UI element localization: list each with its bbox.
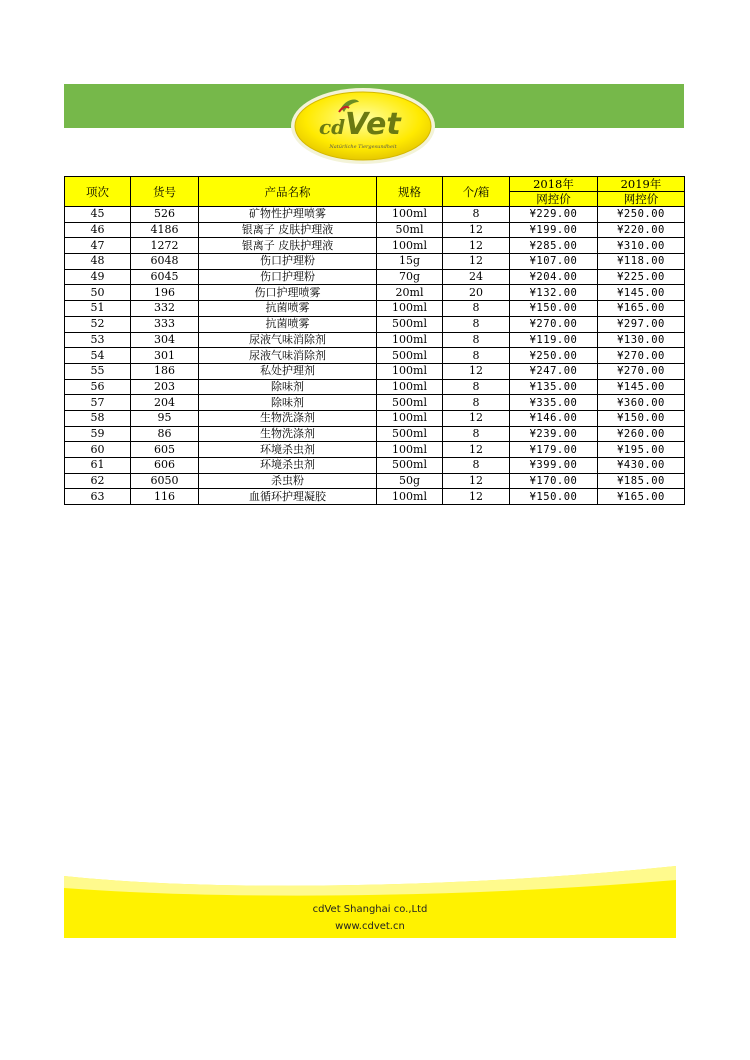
cell-price-2018: ¥107.00 [510,254,598,270]
cell-item-no: 49 [65,269,131,285]
cell-product-name: 伤口护理喷雾 [199,285,377,301]
footer-company: cdVet Shanghai co.,Ltd [312,904,428,915]
table-row [65,379,685,395]
cell-product-name: 矿物性护理喷雾 [199,207,377,223]
cell-item-no: 61 [65,458,131,474]
header-online-price-2018: 网控价 [510,192,598,207]
cell-price-2018: ¥229.00 [510,207,598,223]
cell-sku: 6050 [131,473,199,489]
cell-sku: 186 [131,363,199,379]
cell-price-2019: ¥225.00 [598,269,685,285]
table-row [65,332,685,348]
table-row [65,238,685,254]
cell-per-box: 8 [443,332,510,348]
cell-item-no: 52 [65,316,131,332]
cell-item-no: 50 [65,285,131,301]
table-body [65,207,685,505]
cell-spec: 100ml [377,442,443,458]
table-row [65,363,685,379]
cell-spec: 500ml [377,458,443,474]
footer-website[interactable]: www.cdvet.cn [335,921,405,932]
cell-price-2019: ¥297.00 [598,316,685,332]
cell-product-name: 除味剂 [199,395,377,411]
table-row [65,207,685,223]
cell-per-box: 8 [443,207,510,223]
cell-item-no: 45 [65,207,131,223]
header-online-price-2019: 网控价 [598,192,685,207]
cell-sku: 332 [131,301,199,317]
cell-price-2019: ¥165.00 [598,489,685,505]
cell-price-2018: ¥204.00 [510,269,598,285]
cell-price-2018: ¥270.00 [510,316,598,332]
cell-price-2019: ¥145.00 [598,379,685,395]
cell-spec: 500ml [377,426,443,442]
cell-sku: 95 [131,410,199,426]
cell-item-no: 59 [65,426,131,442]
cdvet-logo [289,86,437,166]
cell-sku: 6048 [131,254,199,270]
cell-per-box: 8 [443,426,510,442]
table-row [65,489,685,505]
header-item-no: 项次 [65,177,131,207]
cell-item-no: 63 [65,489,131,505]
cell-per-box: 20 [443,285,510,301]
cell-price-2018: ¥285.00 [510,238,598,254]
cell-price-2018: ¥132.00 [510,285,598,301]
cell-price-2019: ¥195.00 [598,442,685,458]
logo-tagline: Natürliche Tiergesundheit [329,144,397,150]
table-row [65,410,685,426]
cell-item-no: 54 [65,348,131,364]
cell-price-2018: ¥150.00 [510,301,598,317]
cell-product-name: 银离子 皮肤护理液 [199,238,377,254]
price-table-container [64,176,684,505]
logo-text-cd: cd [319,115,346,139]
cell-item-no: 57 [65,395,131,411]
cell-sku: 301 [131,348,199,364]
table-row [65,254,685,270]
cell-price-2019: ¥250.00 [598,207,685,223]
cell-spec: 100ml [377,489,443,505]
table-row [65,348,685,364]
cell-per-box: 8 [443,316,510,332]
cell-price-2018: ¥150.00 [510,489,598,505]
cell-price-2019: ¥118.00 [598,254,685,270]
cell-spec: 20ml [377,285,443,301]
table-row [65,458,685,474]
logo-text-vet: Vet [345,107,401,142]
cell-product-name: 生物洗涤剂 [199,426,377,442]
cell-sku: 304 [131,332,199,348]
cell-product-name: 环境杀虫剂 [199,458,377,474]
cell-spec: 100ml [377,207,443,223]
cell-product-name: 尿液气味消除剂 [199,348,377,364]
cell-item-no: 60 [65,442,131,458]
cell-price-2019: ¥130.00 [598,332,685,348]
cell-product-name: 除味剂 [199,379,377,395]
cell-product-name: 私处护理剂 [199,363,377,379]
cell-price-2019: ¥270.00 [598,348,685,364]
cell-product-name: 环境杀虫剂 [199,442,377,458]
price-table [64,176,685,505]
cell-sku: 606 [131,458,199,474]
cell-product-name: 杀虫粉 [199,473,377,489]
cell-price-2018: ¥170.00 [510,473,598,489]
cell-sku: 526 [131,207,199,223]
cell-item-no: 56 [65,379,131,395]
header-per-box: 个/箱 [443,177,510,207]
cell-product-name: 伤口护理粉 [199,254,377,270]
table-row [65,442,685,458]
cell-spec: 100ml [377,301,443,317]
cell-product-name: 血循环护理凝胶 [199,489,377,505]
cell-sku: 86 [131,426,199,442]
table-row [65,395,685,411]
cell-price-2018: ¥146.00 [510,410,598,426]
cell-per-box: 8 [443,348,510,364]
header-sku: 货号 [131,177,199,207]
cell-spec: 100ml [377,363,443,379]
cell-price-2018: ¥250.00 [510,348,598,364]
cell-spec: 100ml [377,379,443,395]
table-row [65,316,685,332]
cell-per-box: 12 [443,410,510,426]
cell-product-name: 抗菌喷雾 [199,301,377,317]
table-row [65,301,685,317]
cell-price-2018: ¥247.00 [510,363,598,379]
header-year-2019: 2019年 [598,177,685,192]
cell-per-box: 12 [443,254,510,270]
cell-item-no: 58 [65,410,131,426]
cell-sku: 1272 [131,238,199,254]
cell-per-box: 8 [443,379,510,395]
cell-sku: 203 [131,379,199,395]
cell-price-2019: ¥260.00 [598,426,685,442]
cell-spec: 100ml [377,238,443,254]
cell-product-name: 银离子 皮肤护理液 [199,222,377,238]
cell-per-box: 8 [443,458,510,474]
cell-sku: 333 [131,316,199,332]
cell-price-2018: ¥199.00 [510,222,598,238]
cell-per-box: 12 [443,363,510,379]
cell-per-box: 24 [443,269,510,285]
header-product-name: 产品名称 [199,177,377,207]
cell-item-no: 55 [65,363,131,379]
cell-item-no: 53 [65,332,131,348]
cell-per-box: 12 [443,489,510,505]
cell-item-no: 51 [65,301,131,317]
cell-spec: 50ml [377,222,443,238]
cell-price-2018: ¥119.00 [510,332,598,348]
cell-item-no: 62 [65,473,131,489]
cell-price-2018: ¥179.00 [510,442,598,458]
cell-sku: 4186 [131,222,199,238]
cell-spec: 50g [377,473,443,489]
cell-spec: 15g [377,254,443,270]
cell-per-box: 12 [443,473,510,489]
cell-per-box: 12 [443,222,510,238]
table-row [65,285,685,301]
cell-per-box: 8 [443,301,510,317]
cell-price-2018: ¥135.00 [510,379,598,395]
cell-price-2018: ¥239.00 [510,426,598,442]
cell-product-name: 尿液气味消除剂 [199,332,377,348]
header-spec: 规格 [377,177,443,207]
cell-item-no: 48 [65,254,131,270]
cell-product-name: 伤口护理粉 [199,269,377,285]
cell-item-no: 46 [65,222,131,238]
cell-price-2019: ¥430.00 [598,458,685,474]
table-row [65,473,685,489]
cell-sku: 116 [131,489,199,505]
cell-price-2019: ¥145.00 [598,285,685,301]
cell-price-2019: ¥150.00 [598,410,685,426]
table-row [65,269,685,285]
cell-item-no: 47 [65,238,131,254]
cell-per-box: 8 [443,395,510,411]
cell-price-2019: ¥360.00 [598,395,685,411]
cell-spec: 500ml [377,395,443,411]
cell-price-2019: ¥220.00 [598,222,685,238]
cell-per-box: 12 [443,442,510,458]
cell-price-2019: ¥165.00 [598,301,685,317]
table-row [65,426,685,442]
cell-spec: 500ml [377,348,443,364]
cell-spec: 500ml [377,316,443,332]
cell-sku: 196 [131,285,199,301]
cell-product-name: 抗菌喷雾 [199,316,377,332]
cell-product-name: 生物洗涤剂 [199,410,377,426]
cell-price-2019: ¥310.00 [598,238,685,254]
cell-spec: 100ml [377,332,443,348]
cell-spec: 70g [377,269,443,285]
cell-sku: 605 [131,442,199,458]
cell-price-2018: ¥399.00 [510,458,598,474]
cell-price-2018: ¥335.00 [510,395,598,411]
cell-sku: 6045 [131,269,199,285]
cell-spec: 100ml [377,410,443,426]
cell-sku: 204 [131,395,199,411]
cell-price-2019: ¥185.00 [598,473,685,489]
table-row [65,222,685,238]
cell-price-2019: ¥270.00 [598,363,685,379]
header-year-2018: 2018年 [510,177,598,192]
cell-per-box: 12 [443,238,510,254]
